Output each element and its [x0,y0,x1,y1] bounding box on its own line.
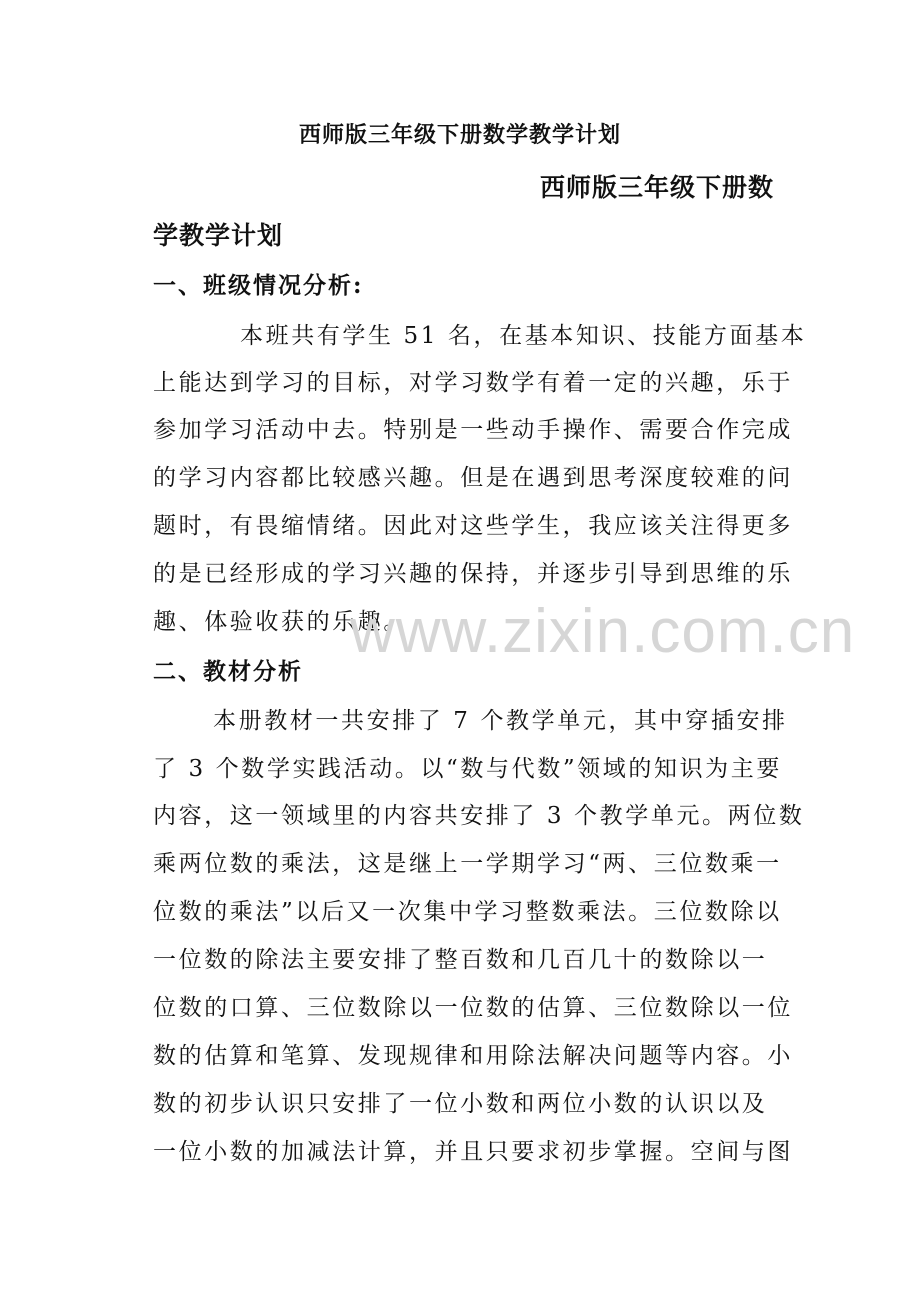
paragraph-line: 一位小数的加减法计算，并且只要求初步掌握。空间与图 [153,1139,793,1165]
paragraph-line: 上能达到学习的目标，对学习数学有着一定的兴趣，乐于 [153,370,793,396]
paragraph-line: 数的估算和笔算、发现规律和用除法解决问题等内容。小 [153,1043,793,1069]
section-heading-textbook-analysis: 二、教材分析 [153,658,303,685]
paragraph-line: 的是已经形成的学习兴趣的保持，并逐步引导到思维的乐 [153,561,793,587]
paragraph-line: 题时，有畏缩情绪。因此对这些学生，我应该关注得更多 [153,513,793,539]
paragraph-line: 位数的乘法”以后又一次集中学习整数乘法。三位数除以 [153,899,782,925]
paragraph-line: 位数的口算、三位数除以一位数的估算、三位数除以一位 [153,995,793,1021]
paragraph-line: 本册教材一共安排了 7 个教学单元，其中穿插安排 [213,708,788,734]
document-subtitle-line-1: 西师版三年级下册数 [540,173,775,202]
paragraph-line: 乘两位数的乘法，这是继上一学期学习“两、三位数乘一 [153,851,782,877]
paragraph-line: 参加学习活动中去。特别是一些动手操作、需要合作完成 [153,417,793,443]
section-heading-class-analysis: 一、班级情况分析: [153,272,364,299]
paragraph-line: 一位数的除法主要安排了整百数和几百几十的数除以一 [153,947,768,973]
paragraph-line: 数的初步认识只安排了一位小数和两位小数的认识以及 [153,1091,768,1117]
paragraph-line: 趣、体验收获的乐趣。 [153,609,409,635]
paragraph-line: 内容，这一领域里的内容共安排了 3 个教学单元。两位数 [153,803,805,829]
paragraph-line: 本班共有学生 51 名，在基本知识、技能方面基本 [240,323,807,349]
paragraph-line: 了 3 个数学实践活动。以“数与代数”领域的知识为主要 [153,756,782,782]
document-title: 西师版三年级下册数学教学计划 [298,122,621,148]
watermark: www.zixin.com.cn [350,597,856,666]
document-subtitle-line-2: 学教学计划 [153,221,284,250]
paragraph-line: 的学习内容都比较感兴趣。但是在遇到思考深度较难的问 [153,465,793,491]
